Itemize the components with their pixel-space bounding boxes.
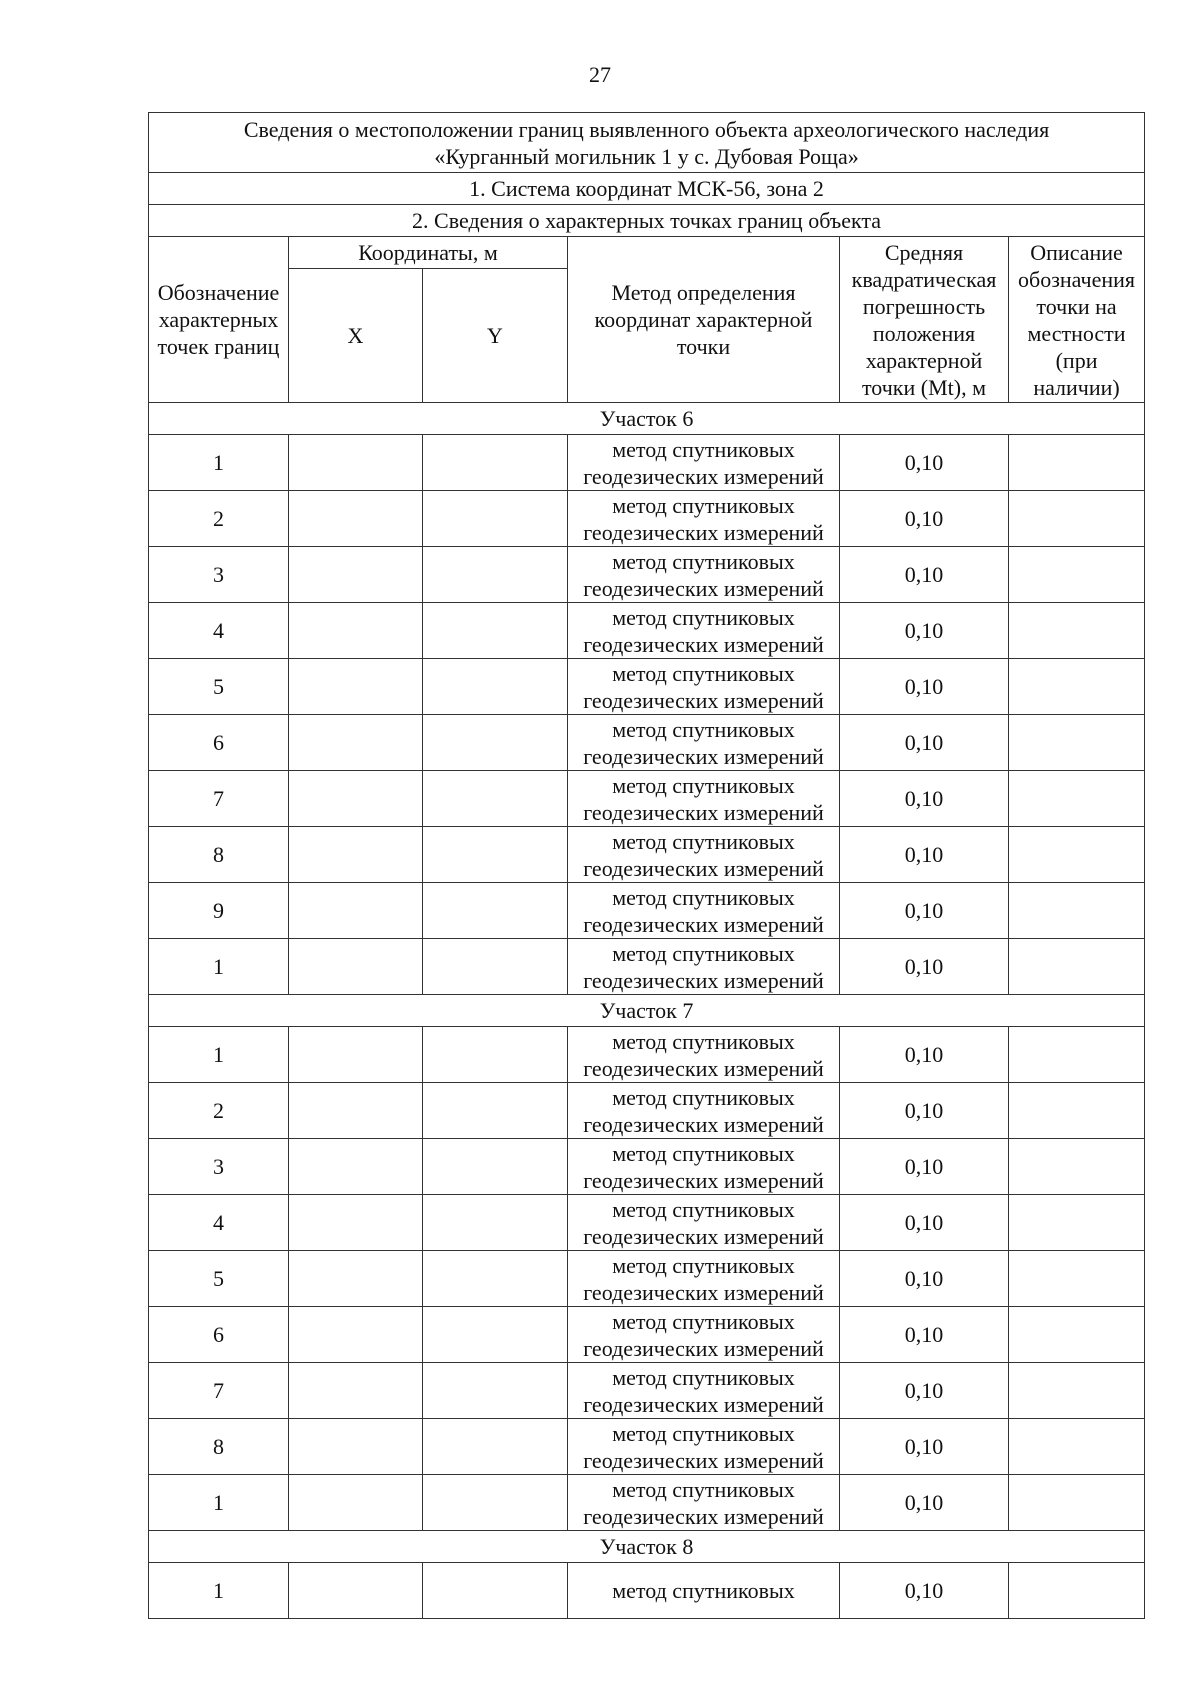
x-cell [289,435,423,491]
y-cell [423,715,568,771]
x-cell [289,771,423,827]
point-cell: 1 [149,1027,289,1083]
method-line2: геодезических измерений [583,1447,824,1473]
description-cell [1009,1363,1145,1419]
x-cell [289,1083,423,1139]
method-cell [568,1563,840,1619]
col-header-error: Средняя квадратическая погрешность положения характерной точки (Mt), м [840,237,1009,403]
method-cell [568,547,840,603]
y-cell [423,771,568,827]
x-cell [289,659,423,715]
table-row [149,1563,1145,1619]
x-cell [289,1475,423,1531]
table-row [149,1083,1145,1139]
error-cell: 0,10 [840,1083,1009,1139]
point-cell: 1 [149,1475,289,1531]
point-cell: 8 [149,827,289,883]
x-cell [289,547,423,603]
method-line1: метод спутниковых [612,716,795,742]
method-line1: метод спутниковых [612,1476,795,1502]
table-title-line-1: Сведения о местоположении границ выявленного объекта археологического наследия [243,116,1050,142]
x-cell [289,1027,423,1083]
point-cell: 7 [149,1363,289,1419]
error-cell: 0,10 [840,435,1009,491]
method-line1: метод спутниковых [612,1084,795,1110]
y-cell [423,659,568,715]
method-line2: геодезических измерений [583,1111,824,1137]
method-line2: геодезических измерений [583,743,824,769]
description-cell [1009,1563,1145,1619]
table-row [149,771,1145,827]
description-cell [1009,1419,1145,1475]
section-row [149,403,1145,435]
description-cell [1009,1139,1145,1195]
point-cell: 6 [149,1307,289,1363]
col-header-method: Метод определения координат характерной точки [568,237,840,403]
description-cell [1009,547,1145,603]
error-cell: 0,10 [840,883,1009,939]
col-header-y: Y [423,269,568,403]
method-line1: метод спутниковых [612,1140,795,1166]
error-cell: 0,10 [840,1419,1009,1475]
error-cell: 0,10 [840,1027,1009,1083]
method-cell [568,1363,840,1419]
method-cell [568,1139,840,1195]
y-cell [423,491,568,547]
point-cell: 5 [149,1251,289,1307]
error-cell: 0,10 [840,1363,1009,1419]
y-cell [423,939,568,995]
method-line1: метод спутниковых [612,1420,795,1446]
method-line1: метод спутниковых [612,548,795,574]
error-cell: 0,10 [840,939,1009,995]
method-cell [568,491,840,547]
method-line2: геодезических измерений [583,631,824,657]
description-cell [1009,603,1145,659]
point-cell: 6 [149,715,289,771]
coordinate-system: 1. Система координат МСК-56, зона 2 [149,173,1145,205]
description-cell [1009,715,1145,771]
method-cell [568,827,840,883]
error-cell: 0,10 [840,827,1009,883]
x-cell [289,883,423,939]
method-cell [568,771,840,827]
table-row [149,547,1145,603]
error-cell: 0,10 [840,1139,1009,1195]
method-line1: метод спутниковых [612,1252,795,1278]
x-cell [289,939,423,995]
y-cell [423,883,568,939]
method-cell [568,603,840,659]
table-row [149,1419,1145,1475]
table-row [149,1363,1145,1419]
table-row [149,939,1145,995]
x-cell [289,1139,423,1195]
y-cell [423,1083,568,1139]
method-line2: геодезических измерений [583,799,824,825]
method-cell [568,1419,840,1475]
y-cell [423,1363,568,1419]
error-cell: 0,10 [840,1195,1009,1251]
point-cell: 4 [149,1195,289,1251]
method-line1: метод спутниковых [612,492,795,518]
error-cell: 0,10 [840,715,1009,771]
method-line1: метод спутниковых [612,884,795,910]
y-cell [423,1563,568,1619]
method-cell [568,435,840,491]
method-line1: метод спутниковых [612,772,795,798]
table-row [149,491,1145,547]
table-row [149,827,1145,883]
description-cell [1009,435,1145,491]
section-title: Участок 8 [149,1531,1145,1563]
point-cell: 1 [149,435,289,491]
method-line2: геодезических измерений [583,687,824,713]
x-cell [289,1363,423,1419]
method-line1: метод спутниковых [612,1578,795,1603]
error-cell: 0,10 [840,771,1009,827]
method-line2: геодезических измерений [583,575,824,601]
description-cell [1009,771,1145,827]
table-row [149,1475,1145,1531]
method-line2: геодезических измерений [583,1167,824,1193]
table-row [149,1195,1145,1251]
col-header-x: X [289,269,423,403]
method-cell [568,1475,840,1531]
description-cell [1009,939,1145,995]
error-cell: 0,10 [840,1563,1009,1619]
y-cell [423,435,568,491]
point-cell: 1 [149,939,289,995]
x-cell [289,1251,423,1307]
boundary-points-table [148,112,1145,1619]
page-number: 27 [589,62,611,87]
error-cell: 0,10 [840,1251,1009,1307]
description-cell [1009,659,1145,715]
y-cell [423,547,568,603]
method-line2: геодезических измерений [583,1391,824,1417]
method-line1: метод спутниковых [612,660,795,686]
description-cell [1009,491,1145,547]
x-cell [289,603,423,659]
table-row [149,715,1145,771]
point-cell: 9 [149,883,289,939]
y-cell [423,1475,568,1531]
x-cell [289,1307,423,1363]
table-row [149,1307,1145,1363]
point-cell: 3 [149,547,289,603]
description-cell [1009,1475,1145,1531]
method-line2: геодезических измерений [583,1279,824,1305]
x-cell [289,1563,423,1619]
section-title: Участок 6 [149,403,1145,435]
method-line2: геодезических измерений [583,1503,824,1529]
table-row [149,603,1145,659]
table-row [149,1251,1145,1307]
x-cell [289,1419,423,1475]
x-cell [289,827,423,883]
point-cell: 4 [149,603,289,659]
method-cell [568,883,840,939]
y-cell [423,827,568,883]
method-cell [568,1195,840,1251]
point-cell: 1 [149,1563,289,1619]
method-cell [568,1307,840,1363]
y-cell [423,1195,568,1251]
table-row [149,659,1145,715]
method-line2: геодезических измерений [583,967,824,993]
description-cell [1009,1307,1145,1363]
section-row [149,1531,1145,1563]
description-cell [1009,883,1145,939]
description-cell [1009,1027,1145,1083]
method-line1: метод спутниковых [612,436,795,462]
method-line2: геодезических измерений [583,911,824,937]
method-line2: геодезических измерений [583,519,824,545]
error-cell: 0,10 [840,603,1009,659]
point-cell: 8 [149,1419,289,1475]
method-cell [568,715,840,771]
error-cell: 0,10 [840,1307,1009,1363]
table-row [149,435,1145,491]
y-cell [423,1251,568,1307]
y-cell [423,1307,568,1363]
point-cell: 5 [149,659,289,715]
y-cell [423,1027,568,1083]
method-line1: метод спутниковых [612,1028,795,1054]
section-row [149,995,1145,1027]
point-cell: 3 [149,1139,289,1195]
description-cell [1009,1083,1145,1139]
method-line2: геодезических измерений [583,1223,824,1249]
method-line1: метод спутниковых [612,1196,795,1222]
error-cell: 0,10 [840,1475,1009,1531]
table-row [149,1027,1145,1083]
x-cell [289,491,423,547]
error-cell: 0,10 [840,659,1009,715]
table-title-line-2: «Курганный могильник 1 у с. Дубовая Роща» [434,143,859,169]
y-cell [423,1139,568,1195]
point-cell: 7 [149,771,289,827]
y-cell [423,603,568,659]
table-title [149,113,1145,173]
table-row [149,1139,1145,1195]
method-line1: метод спутниковых [612,828,795,854]
method-cell [568,659,840,715]
method-line1: метод спутниковых [612,1308,795,1334]
x-cell [289,1195,423,1251]
table-row [149,883,1145,939]
section-title: Участок 7 [149,995,1145,1027]
description-cell [1009,1195,1145,1251]
col-header-description: Описание обозначения точки на местности (при наличии) [1009,237,1145,403]
method-cell [568,1251,840,1307]
point-cell: 2 [149,1083,289,1139]
method-line1: метод спутниковых [612,940,795,966]
method-line2: геодезических измерений [583,855,824,881]
method-line1: метод спутниковых [612,1364,795,1390]
method-cell [568,939,840,995]
method-line1: метод спутниковых [612,604,795,630]
method-line2: геодезических измерений [583,1055,824,1081]
points-header: 2. Сведения о характерных точках границ объекта [149,205,1145,237]
col-header-point: Обозначение характерных точек границ [149,237,289,403]
point-cell: 2 [149,491,289,547]
method-line2: геодезических измерений [583,463,824,489]
col-header-coords: Координаты, м [289,237,568,269]
error-cell: 0,10 [840,547,1009,603]
method-line2: геодезических измерений [583,1335,824,1361]
description-cell [1009,1251,1145,1307]
method-cell [568,1027,840,1083]
description-cell [1009,827,1145,883]
y-cell [423,1419,568,1475]
error-cell: 0,10 [840,491,1009,547]
method-cell [568,1083,840,1139]
x-cell [289,715,423,771]
